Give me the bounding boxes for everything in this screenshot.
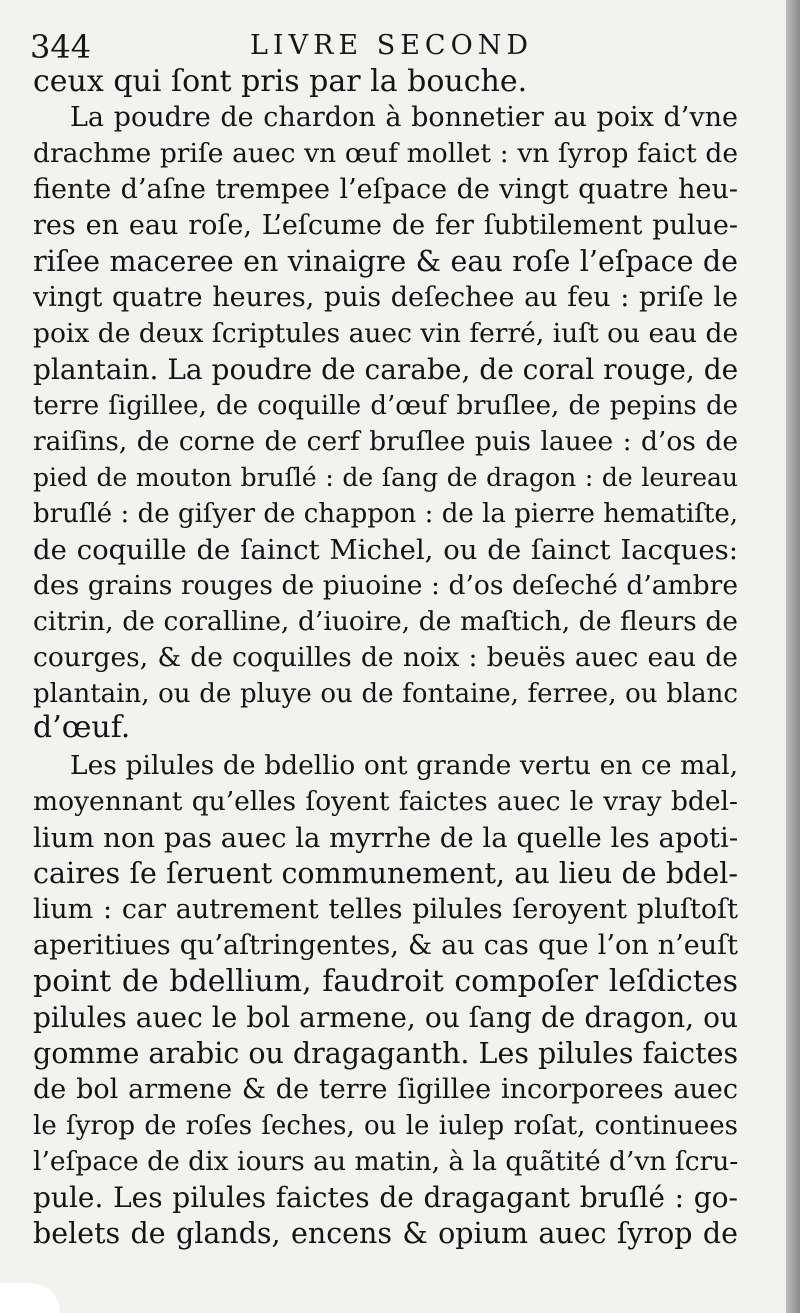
text-line: bruſlé : de giſyer de chappon : de la pierre hematiſte, [33,499,738,529]
text-line: drachme priſe auec vn œuf mollet : vn ſyrop faict de [33,138,738,169]
text-line: caires ſe ſeruent communement, au lieu de bdel- [33,857,738,890]
text-line: fiente d’aſne trempee l’eſpace de vingt quatre heu- [33,174,738,205]
text-line: courges, & de coquilles de noix : beuës auec eau de [33,642,738,673]
text-line: des grains rouges de piuoine : d’os deſeché d’ambre [33,570,738,601]
text-line: Les pilules de bdellio ont grande vertu en ce mal, [70,750,738,781]
text-line: point de bdellium, faudroit compoſer leſdictes [33,964,738,999]
text-line: d’œuf. [33,710,131,745]
text-line: pilules auec le bol armene, ou ſang de dragon, ou [33,1001,738,1034]
text-line: res en eau roſe, L’eſcume de fer ſubtilement pulue- [33,210,738,241]
text-line: lium : car autrement telles pilules ſeroyent pluſtoſt [33,894,738,925]
text-line: terre ſigillee, de coquille d’œuf bruſlee, de pepins de [33,391,738,421]
text-line: moyennant qu’elles ſoyent faictes auec le vray bdel- [33,786,738,817]
text-line: ceux qui ſont pris par la bouche. [33,64,528,99]
text-line: pied de mouton bruſlé : de ſang de dragon : de leureau [33,463,738,492]
text-line: pule. Les pilules faictes de dragagant bruſlé : go- [33,1181,738,1214]
text-line: gomme arabic ou dragaganth. Les pilules faictes [33,1037,739,1070]
text-line: raiſins, de corne de cerf bruſlee puis lauee : d’os de [33,426,738,457]
text-line: poix de deux ſcriptules auec vin ferré, iuſt ou eau de [33,318,739,349]
text-line: citrin, de coralline, d’iuoire, de maſtich, de fleurs de [33,606,738,637]
text-line: La poudre de chardon à bonnetier au poix d’vne [70,102,738,133]
text-line: plantain. La poudre de carabe, de coral rouge, de [33,353,739,386]
text-line: riſee maceree en vinaigre & eau roſe l’eſpace de [33,245,738,278]
text-line: de bol armene & de terre ſigillee incorporees auec [33,1074,738,1105]
page-edge-shadow [786,0,800,1313]
text-line: vingt quatre heures, puis deſechee au feu : priſe le [33,282,738,313]
text-line: aperitiues qu’aſtringentes, & au cas que l’on n’euſt [33,930,738,961]
page-corner [0,1283,60,1313]
page-number: 344 [30,28,92,66]
text-line: plantain, ou de pluye ou de fontaine, ferree, ou blanc [33,679,738,709]
text-line: de coquille de ſainct Michel, ou de ſainct Iacques: [33,534,738,566]
running-head: LIVRE SECOND [250,30,533,61]
text-line: le ſyrop de roſes ſeches, ou le iulep roſat, continuees [33,1111,738,1141]
text-line: belets de glands, encens & opium auec ſyrop de [33,1217,738,1250]
text-line: l’eſpace de dix iours au matin, à la quãtité d’vn ſcru- [33,1146,739,1177]
text-line: lium non pas auec la myrrhe de la quelle les apoti- [33,822,739,854]
